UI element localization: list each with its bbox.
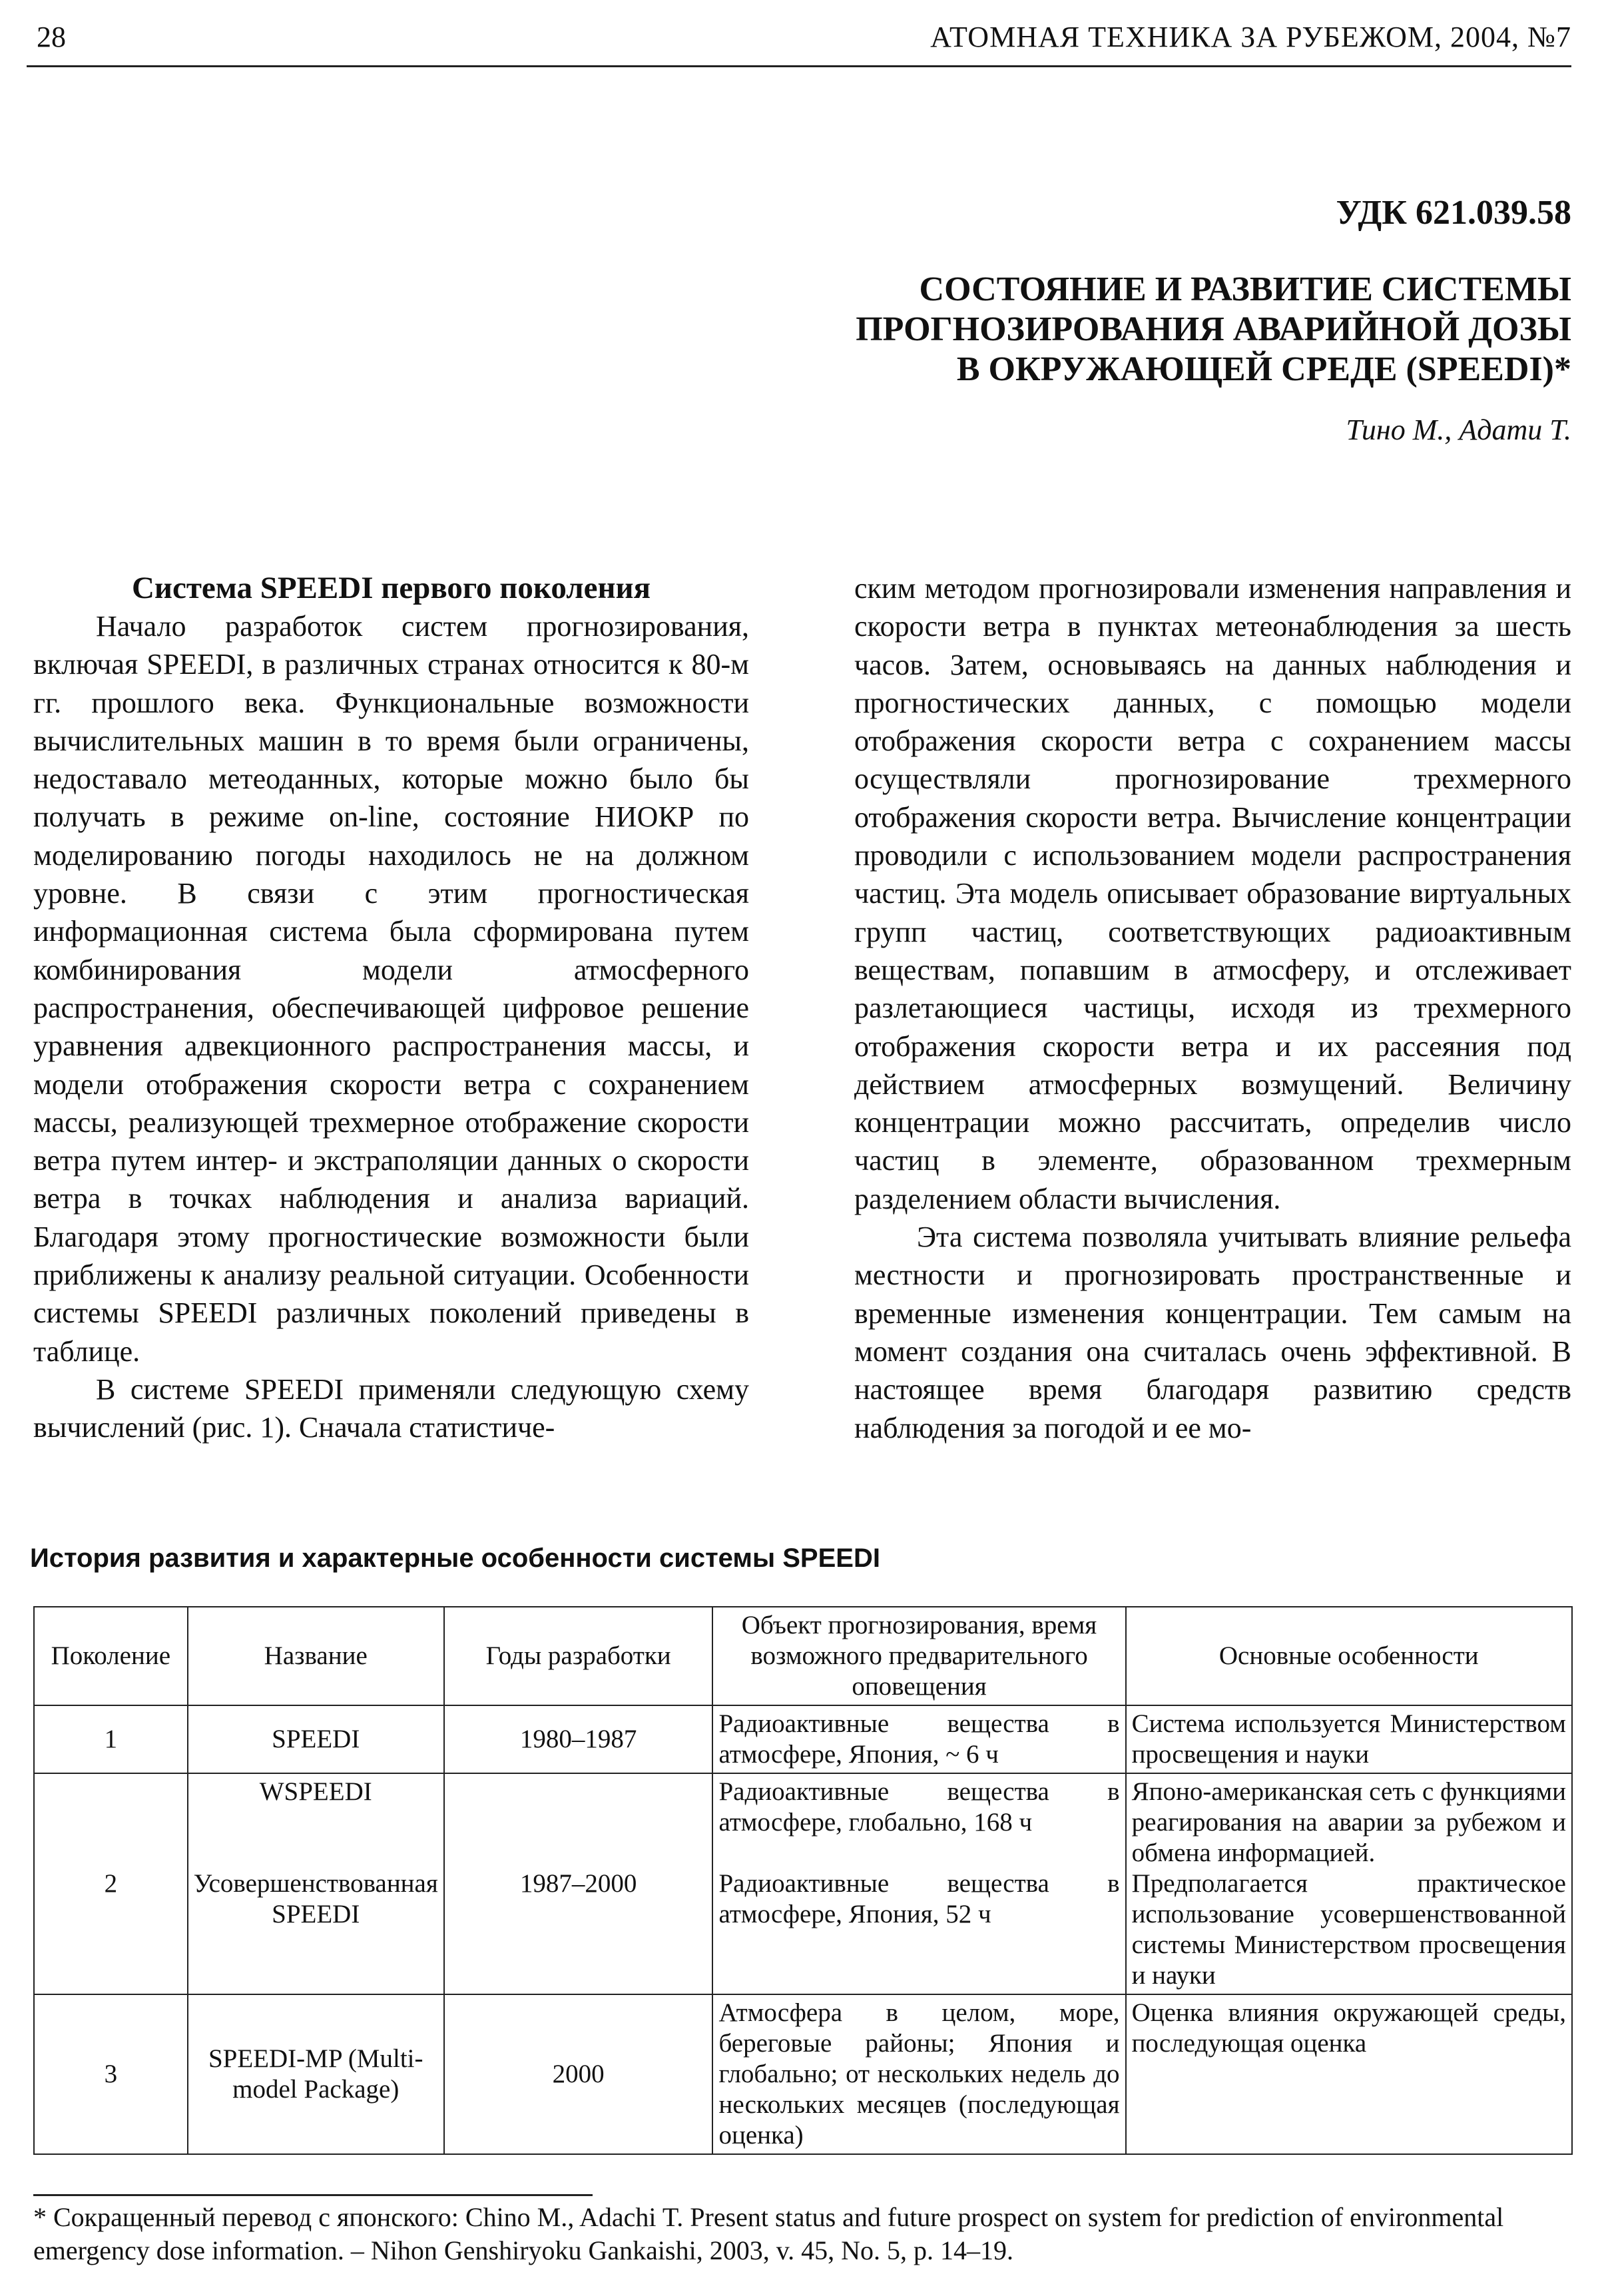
article-authors: Тино М., Адати Т. <box>1346 414 1571 446</box>
cell-years: 2000 <box>444 1994 713 2154</box>
object-global: Радиоактивные вещества в атмосфере, глобально, 168 ч <box>718 1777 1120 1837</box>
features-wspeedi: Японо-американская сеть с функциями реагирования на аварии за рубежом и обмена информацией. <box>1131 1777 1566 1867</box>
table-caption: История развития и характерные особенности системы SPEEDI <box>30 1544 880 1573</box>
title-line: ПРОГНОЗИРОВАНИЯ АВАРИЙНОЙ ДОЗЫ <box>856 310 1571 348</box>
table-row <box>34 1705 1572 1773</box>
cell-object <box>712 1773 1125 1994</box>
section-heading: Система SPEEDI первого поколения <box>131 571 651 605</box>
body-paragraph: В системе SPEEDI применяли следующую схему вычислений (рис. 1). Сначала статистиче- <box>33 1372 749 1444</box>
cell-object: Радиоактивные вещества в атмосфере, Япония, ~ 6 ч <box>712 1705 1125 1773</box>
header-name: Название <box>188 1607 444 1705</box>
left-text-column <box>33 569 749 1447</box>
name-wspeedi: WSPEEDI <box>259 1777 372 1806</box>
header-object: Объект прогнозирования, время возможного предварительного оповещения <box>712 1607 1125 1705</box>
cell-generation: 3 <box>34 1994 188 2154</box>
header-features: Основные особенности <box>1126 1607 1572 1705</box>
cell-features: Система используется Министерством просвещения и науки <box>1126 1705 1572 1773</box>
table-row <box>34 1994 1572 2154</box>
body-paragraph: ским методом прогнозировали изменения направления и скорости ветра в пунктах метеонаблюдения за шесть часов. Затем, основываясь на данных наблюдения и прогностических данных, с помощью модели отображения скорости ветра с сохранением массы осуществляли прогнозирование трехмерного отображения скорости ветра. Вычисление концентрации проводили с использованием модели распространения частиц. Эта модель описывает образование виртуальных групп частиц, соответствующих радиоактивным веществам, попавшим в атмосферу, и отслеживает разлетающиеся частицы, исходя из трехмерного отображения скорости ветра и их рассеяния под действием атмосферных возмущений. Величину концентрации можно рассчитать, определив число частиц в элементе, образованном трехмерным разделением области вычисления. <box>854 572 1571 1215</box>
footnote-rule <box>33 2194 593 2196</box>
body-paragraph: Начало разработок систем прогнозирования, включая SPEEDI, в различных странах относится к 80-м гг. прошлого века. Функциональные возможности вычислительных машин в то время были ограничены, недоставало метеоданных, которые можно было бы получать в режиме on-line, состояние НИОКР по моделированию погоды находилось не на должном уровне. В связи с этим прогностическая информационная система была сформирована путем комбинирования модели атмосферного распространения, обеспечивающей цифровое решение уравнения адвекционного распространения массы, и модели отображения скорости ветра с сохранением массы, реализующей трехмерное отображение скорости ветра путем интер- и экстраполяции данных о скорости ветра в точках наблюдения и анализа вариаций. Благодаря этому прогностические возможности были приближены к анализу реальной ситуации. Особенности системы SPEEDI различных поколений приведены в таблице. <box>33 610 749 1368</box>
body-paragraph: Эта система позволяла учитывать влияние рельефа местности и прогнозировать пространственные и временные изменения концентрации. Тем самым на момент создания она считалась очень эффективной. В настоящее время благодаря развитию средств наблюдения за погодой и ее мо- <box>854 1221 1571 1444</box>
features-improved: Предполагается практическое использование усовершенствованной системы Министерством просвещения и науки <box>1131 1869 1566 1990</box>
page-number: 28 <box>37 21 66 53</box>
table-header-row <box>34 1607 1572 1705</box>
cell-years: 1987–2000 <box>444 1773 713 1994</box>
cell-features: Оценка влияния окружающей среды, последующая оценка <box>1126 1994 1572 2154</box>
cell-object: Атмосфера в целом, море, береговые районы; Япония и глобально; от нескольких недель до нескольких месяцев (последующая оценка) <box>712 1994 1125 2154</box>
journal-running-header: АТОМНАЯ ТЕХНИКА ЗА РУБЕЖОМ, 2004, №7 <box>930 21 1571 53</box>
article-title <box>573 270 1571 390</box>
header-years: Годы разработки <box>444 1607 713 1705</box>
cell-name: SPEEDI-MP (Multi-model Package) <box>188 1994 444 2154</box>
title-line: В ОКРУЖАЮЩЕЙ СРЕДЕ (SPEEDI)* <box>956 350 1571 388</box>
table-row <box>34 1773 1572 1994</box>
title-line: СОСТОЯНИЕ И РАЗВИТИЕ СИСТЕМЫ <box>919 270 1571 308</box>
cell-name: SPEEDI <box>188 1705 444 1773</box>
right-text-column <box>854 569 1571 1447</box>
name-improved-speedi: Усовершенствованная SPEEDI <box>193 1869 438 1928</box>
cell-years: 1980–1987 <box>444 1705 713 1773</box>
header-generation: Поколение <box>34 1607 188 1705</box>
cell-features <box>1126 1773 1572 1994</box>
cell-name <box>188 1773 444 1994</box>
cell-generation: 1 <box>34 1705 188 1773</box>
udk-code: УДК 621.039.58 <box>1336 194 1571 232</box>
header-rule <box>27 65 1571 67</box>
object-japan: Радиоактивные вещества в атмосфере, Япония, 52 ч <box>718 1869 1120 1928</box>
speedi-history-table <box>33 1606 1573 2155</box>
cell-generation: 2 <box>34 1773 188 1994</box>
footnote: * Сокращенный перевод с японского: Chino M., Adachi T. Present status and future prospect on system for prediction of environmental emergency dose information. – Nihon Genshiryoku Gankaishi, 2003, v. 45, No. 5, p. 14–19. <box>33 2202 1504 2265</box>
